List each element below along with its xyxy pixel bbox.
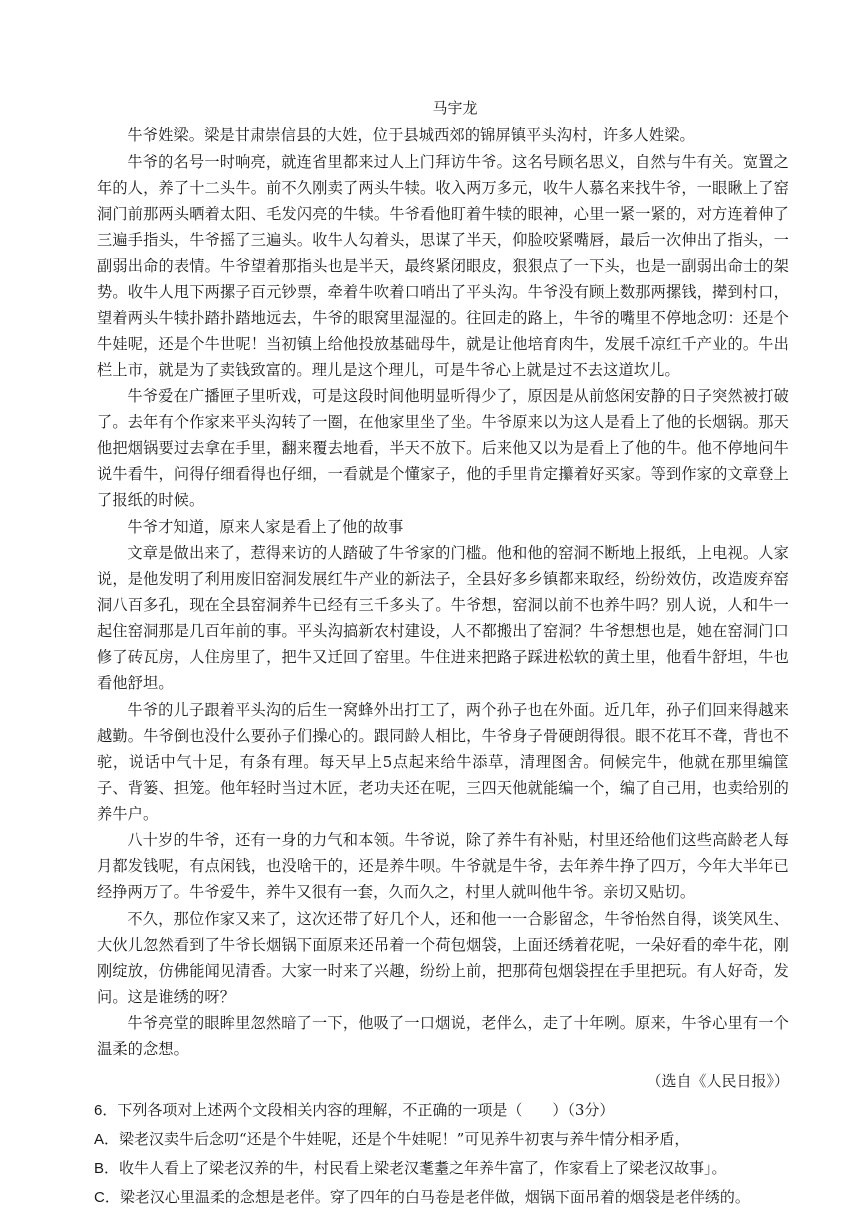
option-a-letter: A． [94, 1130, 120, 1148]
paragraph-6: 牛爷的儿子跟着平头沟的后生一窝蜂外出打工了，两个孙子也在外面。近几年，孙子们回来得越来越勤。牛爷倒也没什么要孙子们操心的。跟同龄人相比，牛爷身子骨硬朗得很。眼不花耳不聋，背也不驼，说话中气十足，有条有理。每天早上5点起来给牛添草，清理图舍。伺候完牛，他就在那里编筐子、背篓、担笼。他年轻时当过木匠，老功夫还在呢，三四天他就能编一个，编了自己用，也卖给别的养牛户。 [97, 700, 789, 823]
author-name: 马宇龙 [432, 99, 478, 117]
paragraph-3: 牛爷爱在广播匣子里听戏，可是这段时间他明显听得少了，原因是从前悠闲安静的日子突然被打破了。去年有个作家来平头沟转了一圈，在他家里坐了坐。牛爷原来以为这人是看上了他的长烟锅。那天他把烟锅要过去拿在手里，翻来覆去地看，半天不放下。后来他又以为是看上了他的牛。他不停地问牛说牛看牛，问得仔细看得也仔细，一看就是个懂家子，他的手里肯定攥着好买家。等到作家的文章登上了报纸的时候。 [97, 387, 789, 509]
question-stem [94, 1098, 789, 1123]
article-body [97, 122, 789, 1062]
option-c [94, 1185, 789, 1210]
option-b [94, 1156, 789, 1181]
question-text: 下列各项对上述两个文段相关内容的理解，不正确的一项是（ ）（3分） [117, 1100, 615, 1119]
question-number: 6． [94, 1101, 118, 1119]
option-a [94, 1127, 789, 1152]
paragraph-4: 牛爷才知道，原来人家是看上了他的故事 [127, 517, 404, 536]
paragraph-5: 文章是做出来了，惹得来访的人踏破了牛爷家的门槛。他和他的窑洞不断地上报纸，上电视。人家说，是他发明了利用废旧窑洞发展红牛产业的新法子，全县好多乡镇都来取经，纷纷效仿，改造废弃窑洞八百多孔，现在全县窑洞养牛已经有三千多头了。牛爷想，窑洞以前不也养牛吗？别人说，人和牛一起住窑洞那是几百年前的事。平头沟搞新农村建设，人不都搬出了窑洞？牛爷想想也是，她在窑洞门口修了砖瓦房，人住房里了，把牛又迁回了窑里。牛住进来把路子踩进松软的黄土里，他看牛舒坦，牛也看他舒坦。 [97, 544, 789, 692]
option-c-text: 梁老汉心里温柔的念想是老伴。穿了四年的白马卷是老伴做，烟锅下面吊着的烟袋是老伴绣的。 [119, 1187, 750, 1206]
document-page [94, 94, 789, 1210]
option-b-text: 收牛人看上了梁老汉养的牛，村民看上梁老汉耄耋之年养牛富了，作家看上了梁老汉故事」。 [119, 1158, 727, 1177]
paragraph-1: 牛爷姓梁。梁是甘肃崇信县的大姓，位于县城西郊的锦屏镇平头沟村，许多人姓梁。 [127, 126, 695, 144]
paragraph-8: 不久，那位作家又来了，这次还带了好几个人，还和他一一合影留念，牛爷怡然自得，谈笑风生、大伙儿忽然看到了牛爷长烟锅下面原来还吊着一个荷包烟袋，上面还绣着花呢，一朵好看的牵牛花，刚刚绽放，仿佛能闻见清香。大家一时来了兴趣，纷纷上前，把那荷包烟袋捏在手里把玩。有人好奇，发问。这是谁绣的呀？ [97, 909, 789, 1006]
question-block [94, 1098, 789, 1210]
option-b-letter: B． [94, 1159, 120, 1177]
option-c-letter: C． [94, 1188, 120, 1206]
source-citation: （选自《人民日报》） [646, 1071, 789, 1090]
option-a-text: 梁老汉卖牛后念叨“还是个牛娃呢，还是个牛娃呢！”可见养牛初衷与养牛情分相矛盾， [119, 1129, 690, 1148]
paragraph-2: 牛爷的名号一时响亮，就连省里都来过人上门拜访牛爷。这名号顾名思义，自然与牛有关。宽置之年的人，养了十二头牛。前不久刚卖了两头牛犊。收入两万多元，收牛人慕名来找牛爷，一眼瞅上了窑洞门前那两头晒着太阳、毛发闪亮的牛犊。牛爷看他盯着牛犊的眼神，心里一紧一紧的，对方连着伸了三遍手指头，牛爷摇了三遍头。收牛人勾着头，思谋了半天，仰脸咬紧嘴唇，最后一次伸出了指头，一副弱出命的表情。牛爷望着那指头也是半天，最终紧闭眼皮，狠狠点了一下头，也是一副弱出命士的架势。收牛人甩下两摞子百元钞票，牵着牛吹着口哨出了平头沟。牛爷没有顾上数那两摞钱，撵到村口，望着两头牛犊扑踏扑踏地远去，牛爷的眼窝里湿湿的。往回走的路上，牛爷的嘴里不停地念叨：还是个牛娃呢，还是个牛世呢！当初镇上给他投放基础母牛，就是让他培育肉牛，发展千凉红千产业的。牛出栏上市，就是为了卖钱致富的。理儿是这个理儿，可是牛爷心上就是过不去这道坎儿。 [97, 152, 789, 379]
paragraph-7: 八十岁的牛爷，还有一身的力气和本领。牛爷说，除了养牛有补贴，村里还给他们这些高龄老人每月都发钱呢，有点闲钱，也没啥干的，还是养牛呗。牛爷就是牛爷，去年养牛挣了四万，今年大半年已经挣两万了。牛爷爱牛，养牛又很有一套，久而久之，村里人就叫他牛爷。亲切又贴切。 [97, 831, 789, 901]
paragraph-9: 牛爷亮堂的眼眸里忽然暗了一下，他吸了一口烟说，老伴么，走了十年咧。原来，牛爷心里有一个温柔的念想。 [97, 1014, 789, 1058]
